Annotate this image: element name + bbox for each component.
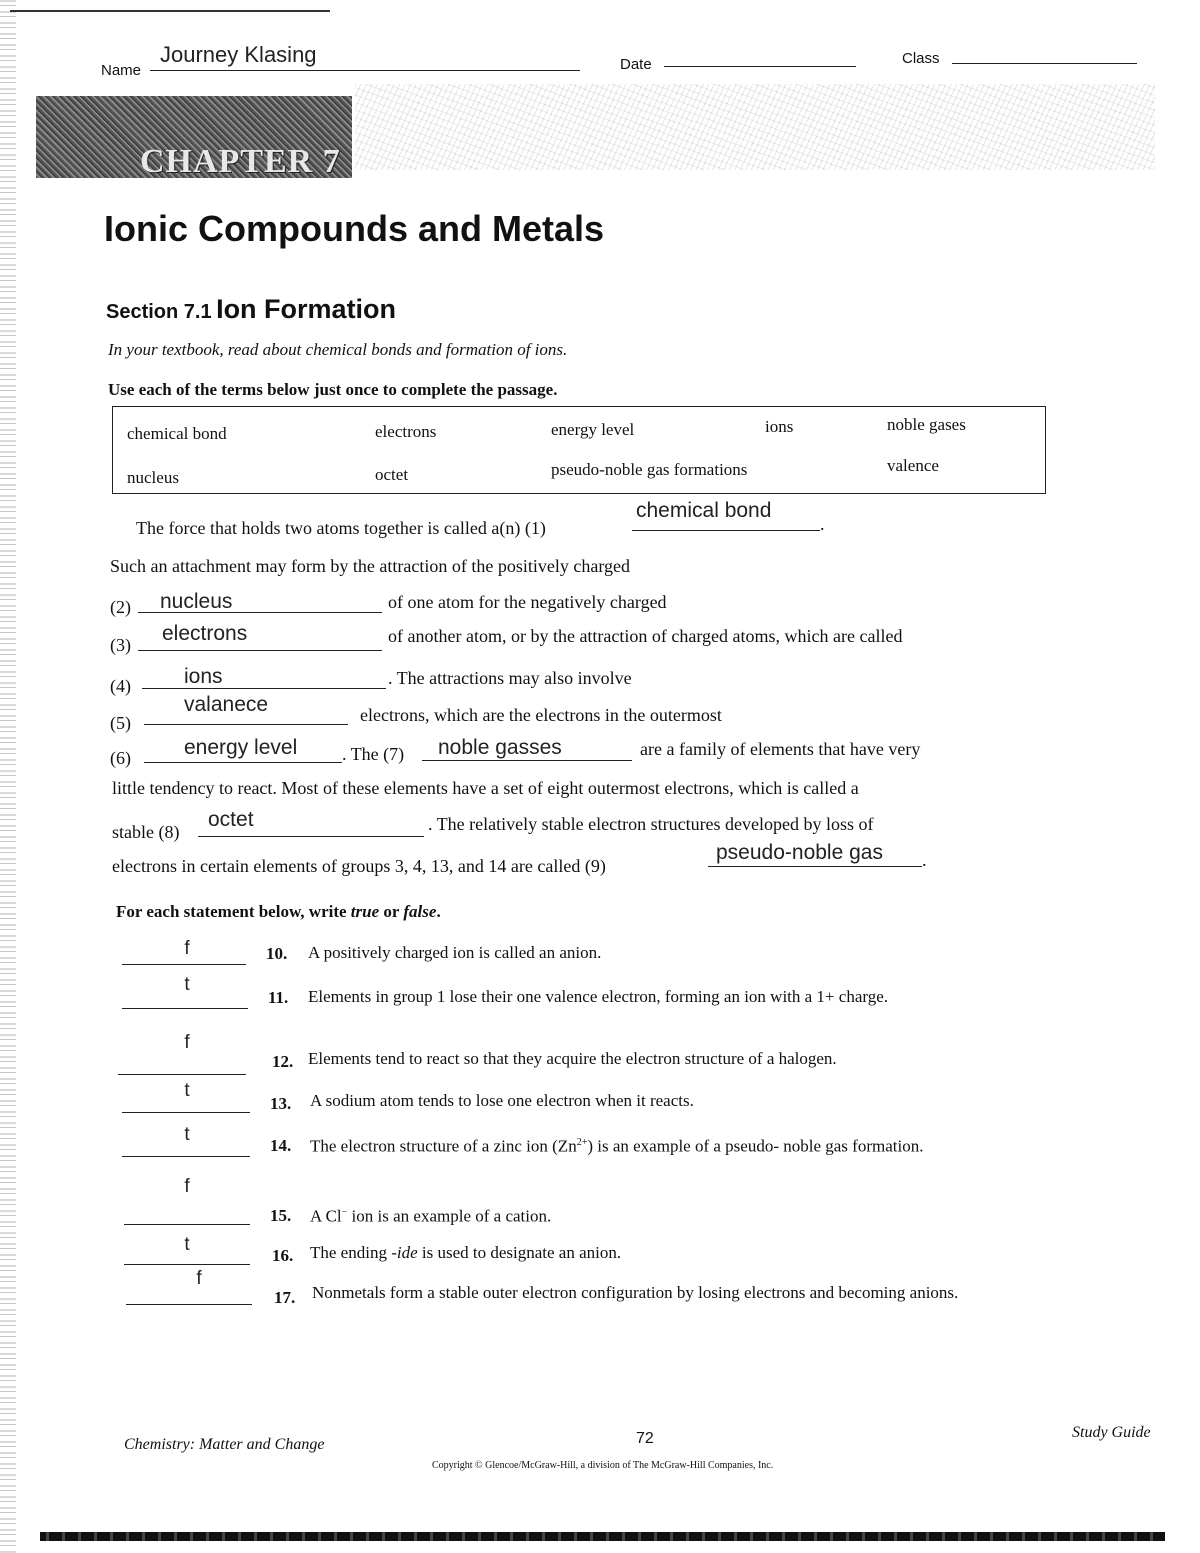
class-label: Class — [902, 50, 940, 67]
tf-answer-12[interactable]: f — [184, 1032, 190, 1053]
word-bank — [112, 406, 1046, 494]
statement-14-text-b: ) is an example of a pseudo- noble gas formation. — [587, 1136, 924, 1156]
tf-blank-15 — [124, 1224, 250, 1225]
passage-sentence-4: of another atom, or by the attraction of charged atoms, which are called — [388, 626, 903, 646]
passage-sentence-8: are a family of elements that have very — [640, 739, 921, 759]
blank-5 — [144, 724, 348, 725]
page-title: Ionic Compounds and Metals — [104, 208, 605, 249]
period-9: . — [922, 850, 927, 870]
tf-period: . — [436, 902, 441, 921]
bottom-scan-bar — [40, 1532, 1165, 1541]
true-false-instruction — [116, 902, 441, 922]
statement-number-15: 15. — [270, 1206, 292, 1225]
term-nucleus: nucleus — [127, 468, 179, 487]
statement-number-17: 17. — [274, 1288, 296, 1307]
blank-6 — [144, 762, 342, 763]
statement-text-13: A sodium atom tends to lose one electron when it reacts. — [310, 1091, 694, 1110]
passage-sentence-5: . The attractions may also involve — [388, 668, 632, 688]
passage-sentence-9: little tendency to react. Most of these elements have a set of eight outermost electrons, which is called a — [112, 778, 859, 798]
blank-number-5: (5) — [110, 713, 131, 733]
footer-book-title: Chemistry: Matter and Change — [124, 1436, 325, 1453]
answer-9[interactable]: pseudo-noble gas — [716, 841, 883, 864]
tf-blank-13 — [122, 1112, 250, 1113]
intro-text: In your textbook, read about chemical bonds and formation of ions. — [108, 340, 568, 359]
blank-1 — [632, 530, 820, 531]
blank-9 — [708, 866, 922, 867]
ide-suffix: -ide — [391, 1243, 418, 1262]
passage-sentence-6: electrons, which are the electrons in the outermost — [360, 705, 722, 725]
tf-blank-12 — [118, 1074, 246, 1075]
passage-sentence-2: Such an attachment may form by the attraction of the positively charged — [110, 556, 631, 576]
statement-15-text-b: ion is an example of a cation. — [347, 1206, 552, 1226]
answer-4[interactable]: ions — [184, 665, 223, 688]
blank-number-2: (2) — [110, 597, 131, 617]
statement-text-11: Elements in group 1 lose their one valence electron, forming an ion with a 1+ charge. — [308, 987, 889, 1006]
instruction-text: Use each of the terms below just once to complete the passage. — [108, 380, 558, 399]
section-number: Section 7.1 — [106, 301, 212, 323]
statement-text-12: Elements tend to react so that they acquire the electron structure of a halogen. — [308, 1049, 837, 1068]
statement-text-14 — [310, 1130, 1000, 1160]
answer-7[interactable]: noble gasses — [438, 736, 562, 759]
tf-blank-10 — [122, 964, 246, 965]
term-valence: valence — [887, 456, 939, 475]
term-electrons: electrons — [375, 422, 437, 441]
blank-number-3: (3) — [110, 635, 131, 655]
name-line — [150, 70, 580, 71]
tf-blank-17 — [126, 1304, 252, 1305]
statement-number-12: 12. — [272, 1052, 294, 1071]
zinc-charge-superscript: 2+ — [576, 1137, 588, 1148]
term-pseudo-noble-gas-formations: pseudo-noble gas formations — [551, 460, 748, 479]
answer-6[interactable]: energy level — [184, 736, 298, 759]
passage-sentence-3: of one atom for the negatively charged — [388, 592, 667, 612]
tf-answer-11[interactable]: t — [184, 974, 190, 995]
blank-2 — [138, 612, 382, 613]
term-noble-gases: noble gases — [887, 415, 966, 434]
answer-8[interactable]: octet — [208, 808, 254, 831]
top-rule — [10, 10, 330, 12]
passage-sentence-7: . The (7) — [342, 744, 405, 764]
statement-text-16 — [310, 1240, 1000, 1266]
tf-true-word: true — [350, 902, 380, 921]
tf-answer-15[interactable]: f — [184, 1176, 190, 1197]
name-label: Name — [101, 62, 142, 79]
tf-instruction-prefix: For each statement below, write — [116, 902, 351, 921]
tf-blank-14 — [122, 1156, 250, 1157]
blank-number-6: (6) — [110, 748, 131, 768]
tf-or-word: or — [379, 902, 404, 921]
term-ions: ions — [765, 417, 794, 436]
tf-answer-13[interactable]: t — [184, 1080, 190, 1101]
statement-text-10: A positively charged ion is called an anion. — [308, 943, 602, 962]
statement-number-11: 11. — [268, 988, 289, 1007]
tf-answer-14[interactable]: t — [184, 1124, 190, 1145]
tf-blank-16 — [124, 1264, 250, 1265]
tf-answer-17[interactable]: f — [196, 1268, 202, 1289]
class-line[interactable] — [952, 63, 1137, 64]
statement-text-15 — [310, 1200, 1000, 1230]
passage-sentence-11: . The relatively stable electron structures developed by loss of — [428, 814, 874, 834]
passage-sentence-10: stable (8) — [112, 822, 180, 842]
blank-7 — [422, 760, 632, 761]
term-chemical-bond: chemical bond — [127, 424, 227, 443]
scan-edge-artifact — [0, 0, 16, 1553]
passage-sentence-1: The force that holds two atoms together is called a(n) (1) — [136, 518, 546, 538]
answer-5[interactable]: valanece — [184, 693, 269, 716]
statement-15-text-a: A Cl — [310, 1206, 342, 1226]
date-line[interactable] — [664, 66, 856, 67]
name-value[interactable]: Journey Klasing — [160, 42, 317, 67]
statement-number-13: 13. — [270, 1094, 292, 1113]
passage-sentence-12: electrons in certain elements of groups 3, 4, 13, and 14 are called (9) — [112, 856, 606, 876]
blank-number-4: (4) — [110, 676, 131, 696]
answer-3[interactable]: electrons — [162, 622, 248, 645]
term-energy-level: energy level — [551, 420, 635, 439]
banner-texture — [355, 84, 1155, 170]
section-name: Ion Formation — [216, 294, 397, 324]
copyright-notice: Copyright © Glencoe/McGraw-Hill, a division of The McGraw-Hill Companies, Inc. — [432, 1460, 774, 1471]
date-label: Date — [620, 56, 652, 73]
footer-study-guide: Study Guide — [1072, 1424, 1151, 1441]
statement-text-17: Nonmetals form a stable outer electron configuration by losing electrons and becoming anions. — [312, 1283, 959, 1302]
blank-3 — [138, 650, 382, 651]
period-1: . — [820, 514, 825, 534]
statement-number-14: 14. — [270, 1136, 292, 1155]
tf-answer-16[interactable]: t — [184, 1234, 190, 1255]
blank-8 — [198, 836, 424, 837]
section-heading — [106, 294, 396, 325]
tf-answer-10[interactable]: f — [184, 938, 190, 959]
statement-number-16: 16. — [272, 1246, 294, 1265]
statement-16-text-b: is used to designate an anion. — [417, 1243, 622, 1262]
statement-14-text-a: The electron structure of a zinc ion (Zn — [310, 1136, 577, 1156]
term-octet: octet — [375, 465, 409, 484]
answer-1[interactable]: chemical bond — [636, 499, 772, 522]
page-number: 72 — [636, 1430, 654, 1447]
chapter-label: CHAPTER 7 — [140, 143, 341, 180]
blank-4 — [142, 688, 386, 689]
statement-number-10: 10. — [266, 944, 288, 963]
answer-2[interactable]: nucleus — [160, 590, 233, 613]
statement-16-text-a: The ending — [310, 1243, 392, 1262]
tf-false-word: false — [403, 902, 437, 921]
tf-blank-11 — [122, 1008, 248, 1009]
chloride-charge-superscript: − — [341, 1207, 348, 1218]
